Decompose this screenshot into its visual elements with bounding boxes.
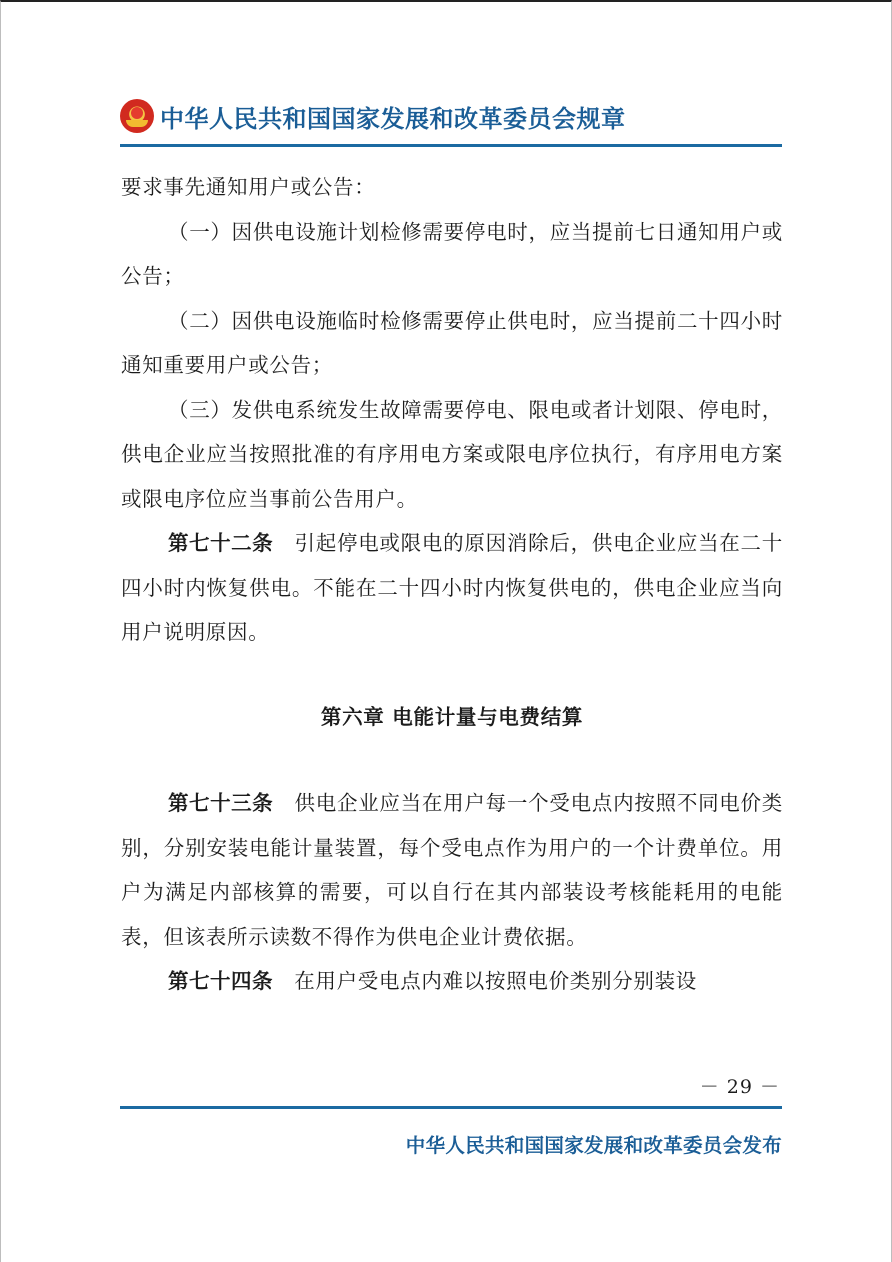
- article-text: 引起停电或限电的原因消除后，供电企业应当在二十四小时内恢复供电。不能在二十四小时内恢复供电的，供电企业应当向用户说明原因。: [121, 531, 783, 644]
- footer-publisher: 中华人民共和国国家发展和改革委员会发布: [405, 1134, 782, 1157]
- article-number: 第七十四条: [168, 969, 273, 993]
- article-number: 第七十三条: [168, 791, 274, 815]
- paragraph-item-3: （三）发供电系统发生故障需要停电、限电或者计划限、停电时，供电企业应当按照批准的有序用电方案或限电序位执行，有序用电方案或限电序位应当事前公告用户。: [121, 397, 783, 511]
- page-number: － 29 －: [699, 1076, 780, 1098]
- document-body: [121, 165, 783, 1004]
- paragraph-item-1: （一）因供电设施计划检修需要停电时，应当提前七日通知用户或公告；: [121, 219, 783, 288]
- article-72: [121, 521, 783, 655]
- header-rule: [120, 144, 782, 147]
- article-number: 第七十二条: [168, 531, 274, 555]
- footer-rule: [120, 1106, 782, 1109]
- article-74: [121, 959, 783, 1004]
- article-73: [121, 781, 783, 959]
- document-header: [120, 95, 782, 137]
- article-text: 供电企业应当在用户每一个受电点内按照不同电价类别，分别安装电能计量装置，每个受电点作为用户的一个计费单位。用户为满足内部核算的需要，可以自行在其内部装设考核能耗用的电能表，但该表所示读数不得作为供电企业计费依据。: [121, 791, 783, 949]
- chapter-title: 第六章 电能计量与电费结算: [320, 704, 584, 729]
- article-text: 在用户受电点内难以按照电价类别分别装设: [294, 969, 698, 993]
- header-title: 中华人民共和国国家发展和改革委员会规章: [160, 104, 626, 133]
- paragraph-item-2: （二）因供电设施临时检修需要停止供电时，应当提前二十四小时通知重要用户或公告；: [121, 308, 783, 377]
- paragraph-continuation: 要求事先通知用户或公告：: [121, 175, 376, 199]
- national-emblem-icon: [120, 99, 154, 133]
